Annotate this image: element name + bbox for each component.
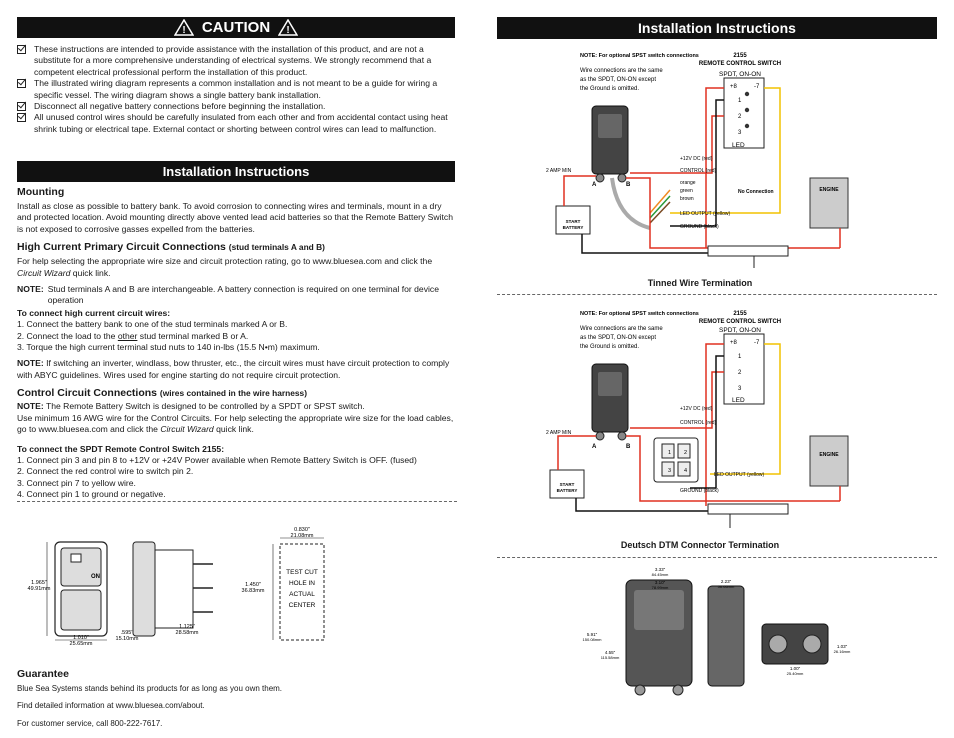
list-item: These instructions are intended to provide assistance with the installation of this product, and are not a substitute for a more comprehensive understanding of electrical systems. We strongly recommend that a competent electrical professional perform the installation of this product. [17,44,457,78]
svg-text:2155: 2155 [733,311,747,317]
svg-text:2: 2 [684,450,688,456]
checkbox-icon [17,113,26,122]
svg-text:+8: +8 [730,340,737,346]
svg-text:2 AMP MIN: 2 AMP MIN [546,168,572,174]
svg-text:LED: LED [732,142,745,149]
note-2: NOTE: If switching an inverter, windlass, bow thruster, etc., the circuit wires must have circuit protection to comply with ABYC guidelines. Wires used for engine starting do not require circuit protection. [17,358,450,380]
svg-text:LED OUTPUT (yellow): LED OUTPUT (yellow) [714,472,765,478]
svg-text:the Ground is omitted.: the Ground is omitted. [580,344,640,350]
svg-text:B: B [626,182,631,188]
high-current-heading: High Current Primary Circuit Connections (stud terminals A and B) [17,241,325,254]
list-item: Disconnect all negative battery connections before beginning the installation. [17,101,457,112]
wiring-diagram-tinned [540,48,860,278]
instructions-body [17,186,457,501]
steps-title: To connect high current circuit wires: [17,307,171,318]
svg-text:.595": .595" [120,630,134,636]
svg-text:B: B [626,444,631,450]
install-bar-left [17,161,455,182]
product-dimension-drawing [580,566,880,706]
svg-text:2 AMP MIN: 2 AMP MIN [546,430,572,436]
caution-bar [17,17,455,38]
checkbox-icon [17,45,26,54]
svg-text:SPDT, ON-ON: SPDT, ON-ON [719,327,761,334]
guarantee-line: For customer service, call 800-222-7617. [17,718,163,728]
control-steps-title: To connect the SPDT Remote Control Switch 2155: [17,443,225,454]
svg-text:150.08mm: 150.08mm [582,637,602,642]
svg-text:green: green [680,188,693,194]
guarantee-heading: Guarantee [17,668,69,680]
svg-text:3: 3 [668,468,672,474]
install-bar-right [497,17,937,39]
step-3: 3. Torque the high current terminal stud nuts to 140 in-lbs (15.5 N•m) maximum. [17,342,320,353]
caution-title: CAUTION [201,19,271,36]
mounting-text: Install as close as possible to battery bank. To avoid corrosion to connecting wires and terminals, mount in a dry and protected location. Avoid mounting directly above vented lead acid batteries so that the Remote Battery Switch is not exposed to corrosive gasses expelled from the batteries. [17,201,453,234]
svg-text:2155: 2155 [733,53,747,59]
svg-text:NOTE: For optional SPST switch: NOTE: For optional SPST switch connections [580,53,699,59]
diagram-caption: Deutsch DTM Connector Termination [620,540,780,550]
divider [17,501,457,502]
section-title: Installation Instructions [638,20,796,36]
svg-text:GROUND (black): GROUND (black) [680,224,719,230]
svg-text:-7: -7 [754,84,760,90]
control-text: Use minimum 16 AWG wire for the Control Circuits. For help selecting the appropriate wire size for the load cables, go to www.bluesea.com and click the Circuit Wizard quick link. [17,412,454,435]
svg-text:LED OUTPUT (yellow): LED OUTPUT (yellow) [680,211,731,217]
control-note: NOTE: The Remote Battery Switch is designed to be controlled by a SPDT or SPST switch. [17,401,365,412]
svg-text:!: ! [182,25,186,36]
svg-text:ON: ON [91,574,100,580]
svg-text:CONTROL (red): CONTROL (red) [680,168,717,174]
svg-text:LED: LED [732,397,745,404]
svg-text:3: 3 [738,386,742,392]
svg-text:CENTER: CENTER [288,602,316,609]
list-item: All unused control wires should be carefully insulated from each other and from accidental contact using heat shrink tubing or electrical tape. External contact or shorting between control wires can lead to malfunction. [17,112,457,135]
svg-text:SPDT, ON-ON: SPDT, ON-ON [719,71,761,78]
svg-text:49.91mm: 49.91mm [27,586,51,592]
svg-text:Wire connections are the same: Wire connections are the same [580,68,663,74]
svg-text:START: START [559,482,575,487]
svg-text:-7: -7 [754,340,760,346]
svg-text:56.66mm: 56.66mm [717,584,735,589]
diagram-caption: Tinned Wire Termination [647,278,753,288]
svg-text:84.45mm: 84.45mm [651,572,669,577]
note-1: NOTE: Stud terminals A and B are interchangeable. A battery connection is required on one terminal for device operation [17,284,439,306]
switch-dimension-drawing [17,520,457,660]
divider [497,294,937,295]
svg-text:1.00": 1.00" [789,666,801,671]
svg-text:3.33": 3.33" [654,567,666,572]
svg-text:4.55": 4.55" [604,650,616,655]
svg-text:A: A [592,444,597,450]
svg-text:1.450": 1.450" [245,582,261,588]
control-step: 4. Connect pin 1 to ground or negative. [17,489,166,500]
svg-text:Wire connections are the same: Wire connections are the same [580,326,663,332]
svg-text:A: A [592,182,597,188]
control-step: 2. Connect the red control wire to switch pin 2. [17,466,194,477]
svg-text:1.125": 1.125" [179,624,195,630]
svg-text:REMOTE CONTROL SWITCH: REMOTE CONTROL SWITCH [698,61,782,67]
svg-text:3.10": 3.10" [654,580,666,585]
svg-text:No Connection: No Connection [738,189,774,195]
svg-text:REMOTE CONTROL SWITCH: REMOTE CONTROL SWITCH [698,319,782,325]
svg-text:1: 1 [668,450,672,456]
list-item: The illustrated wiring diagram represents a common installation and is not meant to be a guide for wiring a specific vessel. The wiring diagram shows a single battery bank installation. [17,78,457,101]
svg-text:1: 1 [738,354,742,360]
svg-text:+12V DC (red): +12V DC (red) [680,406,713,412]
svg-text:HOLE IN: HOLE IN [288,580,316,587]
step-1: 1. Connect the battery bank to one of the stud terminals marked A or B. [17,319,288,330]
svg-text:START: START [565,219,581,224]
mounting-heading: Mounting [17,186,65,198]
svg-text:1.965": 1.965" [31,580,47,586]
svg-text:1.03": 1.03" [836,644,848,649]
svg-text:4: 4 [684,468,688,474]
svg-text:3: 3 [738,130,742,136]
svg-text:115.58mm: 115.58mm [600,655,620,660]
guarantee-line: Blue Sea Systems stands behind its products for as long as you own them. [17,684,283,693]
svg-text:25.65mm: 25.65mm [69,641,93,647]
svg-text:78.99mm: 78.99mm [651,585,669,590]
svg-text:ENGINE: ENGINE [819,187,839,193]
guarantee-section [17,668,457,729]
control-step: 1. Connect pin 3 and pin 8 to +12V or +24V Power available when Remote Battery Switch is OFF. (fused) [17,454,417,465]
svg-text:2: 2 [738,370,742,376]
svg-text:BATTERY: BATTERY [562,225,584,230]
svg-text:as the SPDT, ON-ON except: as the SPDT, ON-ON except [580,77,657,83]
section-title: Installation Instructions [162,164,310,179]
control-step: 3. Connect pin 7 to yellow wire. [17,477,136,488]
svg-text:2: 2 [738,114,742,120]
svg-text:!: ! [286,25,290,36]
control-heading: Control Circuit Connections (wires contained in the wire harness) [17,387,307,400]
svg-text:0.830": 0.830" [294,527,310,533]
svg-text:2.23": 2.23" [720,579,732,584]
svg-text:as the SPDT, ON-ON except: as the SPDT, ON-ON except [580,335,657,341]
svg-text:+12V DC (red): +12V DC (red) [680,156,713,162]
warning-icon [278,19,298,36]
checkbox-icon [17,79,26,88]
svg-text:1.010": 1.010" [73,635,89,641]
wiring-diagram-dtm [540,306,860,536]
svg-text:25.40mm: 25.40mm [786,671,804,676]
svg-text:TEST CUT: TEST CUT [286,569,318,576]
svg-text:26.16mm: 26.16mm [833,649,851,654]
svg-text:CONTROL (red): CONTROL (red) [680,420,717,426]
svg-text:ACTUAL: ACTUAL [289,591,315,598]
svg-text:NOTE: For optional SPST switch: NOTE: For optional SPST switch connections [580,311,699,317]
svg-text:the Ground is omitted.: the Ground is omitted. [580,86,640,92]
svg-text:BATTERY: BATTERY [556,488,578,493]
svg-text:+8: +8 [730,84,737,90]
step-2: 2. Connect the load to the other stud terminal marked B or A. [17,330,249,341]
svg-text:orange: orange [680,180,696,186]
divider [497,557,937,558]
svg-text:GROUND (black): GROUND (black) [680,488,719,494]
caution-list [17,44,457,135]
high-current-text: For help selecting the appropriate wire size and circuit protection rating, go to www.bluesea.com and click the Circuit Wizard quick link. [17,256,433,278]
warning-icon [174,19,194,36]
checkbox-icon [17,102,26,111]
svg-text:36.83mm: 36.83mm [241,588,265,594]
svg-text:28.58mm: 28.58mm [175,630,199,636]
svg-text:5.91": 5.91" [586,632,598,637]
svg-text:15.10mm: 15.10mm [115,636,139,642]
svg-text:brown: brown [680,196,694,202]
svg-text:21.08mm: 21.08mm [290,533,314,539]
guarantee-line: Find detailed information at www.bluesea.com/about. [17,701,205,711]
svg-text:ENGINE: ENGINE [819,452,839,458]
svg-text:1: 1 [738,98,742,104]
